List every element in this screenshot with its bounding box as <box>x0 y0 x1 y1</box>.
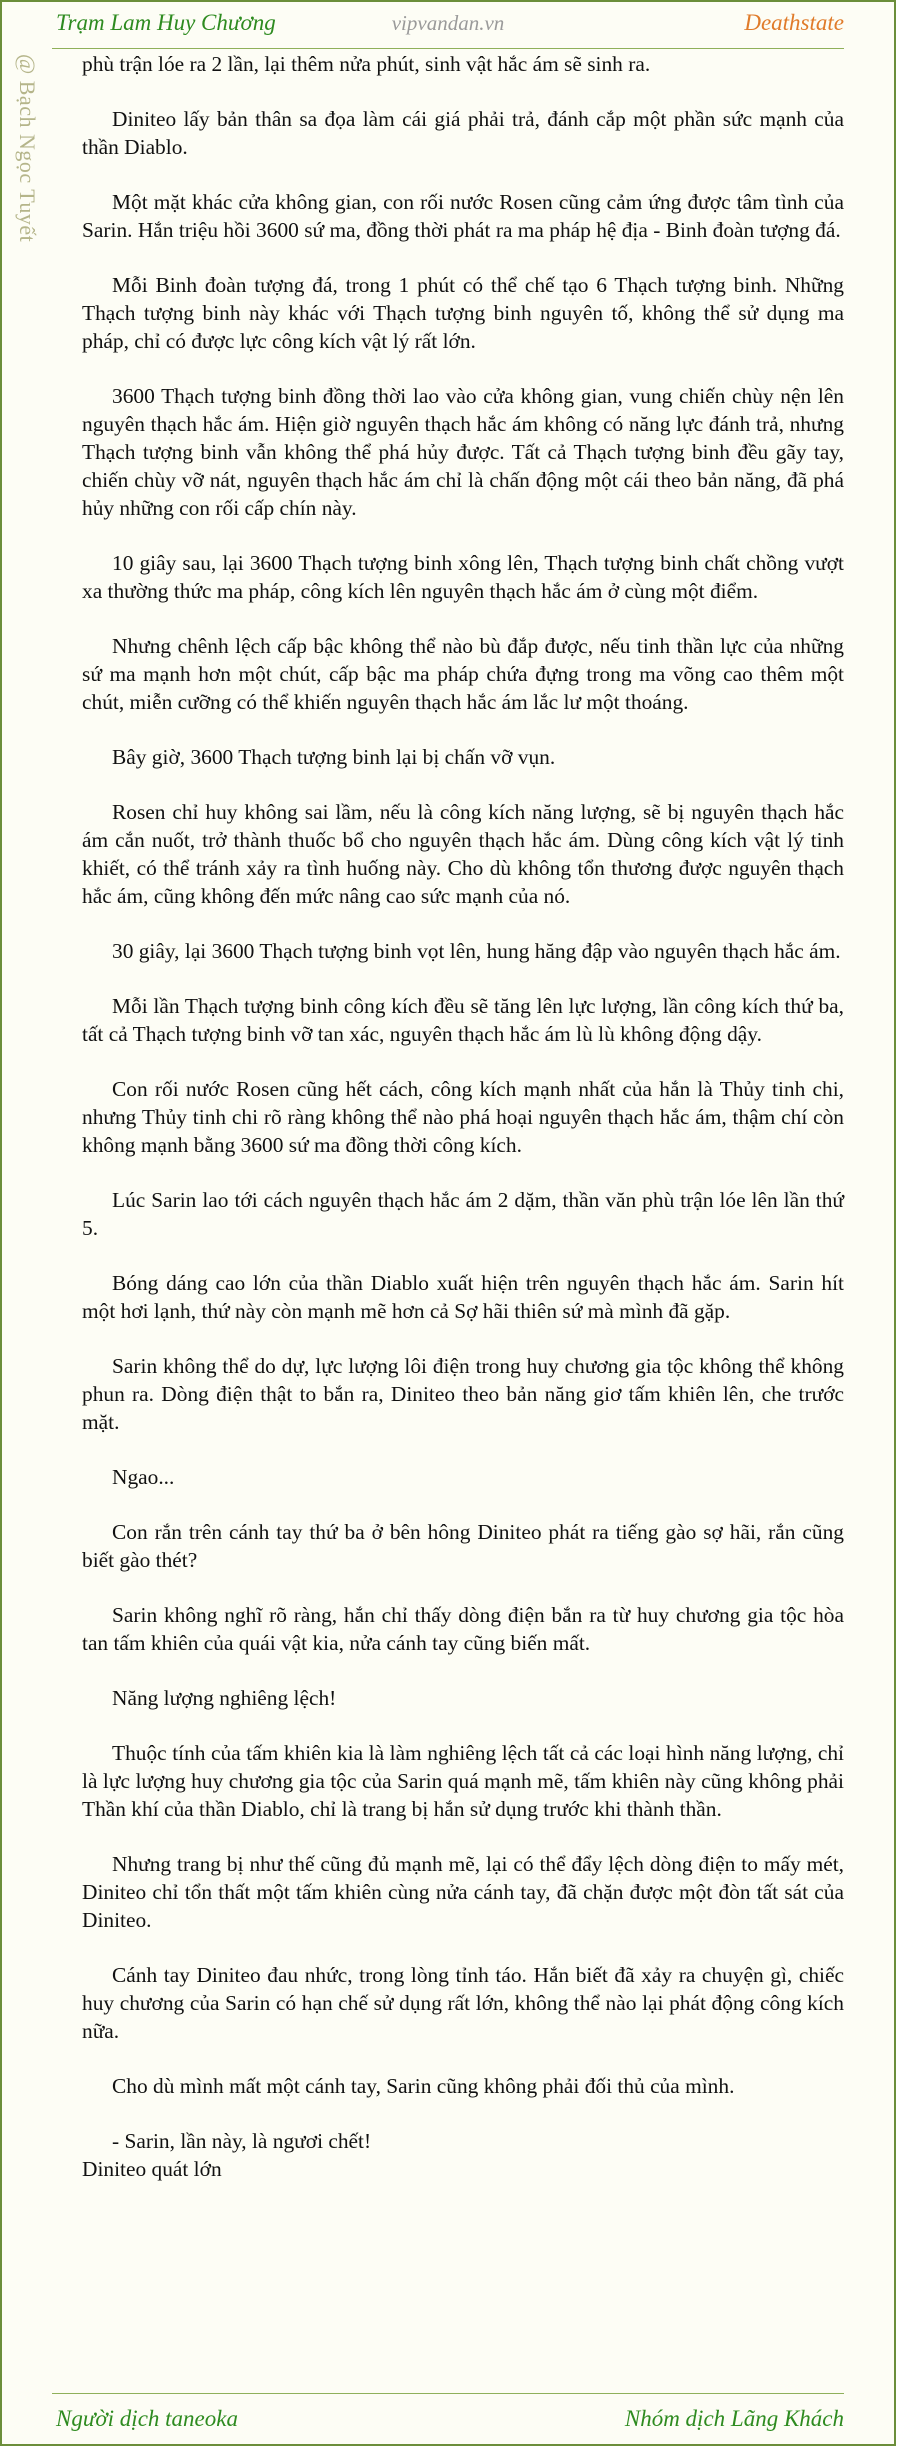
paragraph: Cho dù mình mất một cánh tay, Sarin cũng không phải đối thủ của mình. <box>112 2074 735 2098</box>
header-right-title: Deathstate <box>744 10 844 35</box>
paragraph: Mỗi lần Thạch tượng binh công kích đều sẽ tăng lên lực lượng, lần công kích thứ ba, tất cả Thạch tượng binh vỡ tan xác, nguyên thạch hắc ám lù lù không động dậy. <box>82 994 844 1046</box>
side-watermark: @ Bạch Ngọc Tuyết <box>15 54 40 243</box>
paragraph: Năng lượng nghiêng lệch! <box>112 1686 337 1710</box>
paragraph: Cánh tay Diniteo đau nhức, trong lòng tỉnh táo. Hắn biết đã xảy ra chuyện gì, chiếc huy chương của Sarin có hạn chế sử dụng rất lớn, không thể nào lại phát động công kích nữa. <box>82 1963 844 2043</box>
dialogue-line: - Sarin, lần này, là ngươi chết! <box>112 2129 372 2153</box>
paragraph: Bây giờ, 3600 Thạch tượng binh lại bị chấn vỡ vụn. <box>112 745 556 769</box>
paragraph: 3600 Thạch tượng binh đồng thời lao vào cửa không gian, vung chiến chùy nện lên nguyên thạch hắc ám. Hiện giờ nguyên thạch hắc ám không có năng lực đánh trả, nhưng Thạch tượng binh vẫn không thể phá hủy được. Tất cả Thạch tượng binh đều gãy tay, chiến chùy vỡ nát, nguyên thạch hắc ám chỉ là chấn động một cái theo bản năng, đã phá hủy những con rối cấp chín này. <box>82 384 844 520</box>
page-footer <box>52 2393 844 2444</box>
paragraph: phù trận lóe ra 2 lần, lại thêm nửa phút, sinh vật hắc ám sẽ sinh ra. <box>82 52 651 76</box>
paragraph: Sarin không nghĩ rõ ràng, hắn chỉ thấy dòng điện bắn ra từ huy chương gia tộc hòa tan tấm khiên của quái vật kia, nửa cánh tay cũng biến mất. <box>82 1603 844 1655</box>
paragraph: Sarin không thể do dự, lực lượng lôi điện trong huy chương gia tộc không thể không phun ra. Dòng điện thật to bắn ra, Diniteo theo bản năng giơ tấm khiên lên, che trước mặt. <box>82 1354 844 1434</box>
header-left-title: Trạm Lam Huy Chương <box>56 10 276 35</box>
paragraph: Con rắn trên cánh tay thứ ba ở bên hông Diniteo phát ra tiếng gào sợ hãi, rắn cũng biết gào thét? <box>82 1520 844 1572</box>
paragraph: Nhưng trang bị như thế cũng đủ mạnh mẽ, lại có thể đẩy lệch dòng điện to mấy mét, Diniteo chỉ tổn thất một tấm khiên cùng nửa cánh tay, đã chặn được một đòn tất sát của Diniteo. <box>82 1852 844 1932</box>
paragraph: Diniteo lấy bản thân sa đọa làm cái giá phải trả, đánh cắp một phần sức mạnh của thần Diablo. <box>82 107 844 159</box>
paragraph: Mỗi Binh đoàn tượng đá, trong 1 phút có thể chế tạo 6 Thạch tượng binh. Những Thạch tượng binh này khác với Thạch tượng binh nguyên tố, không thể sử dụng ma pháp, chỉ có được lực công kích vật lý rất lớn. <box>82 273 844 353</box>
paragraph: Rosen chỉ huy không sai lầm, nếu là công kích năng lượng, sẽ bị nguyên thạch hắc ám cắn nuốt, trở thành thuốc bổ cho nguyên thạch hắc ám. Dùng công kích vật lý tinh khiết, có thể tránh xảy ra tình huống này. Cho dù không tổn thương được nguyên thạch hắc ám, cũng không đến mức nâng cao sức mạnh của nó. <box>82 800 844 908</box>
paragraph: Bóng dáng cao lớn của thần Diablo xuất hiện trên nguyên thạch hắc ám. Sarin hít một hơi lạnh, thứ này còn mạnh mẽ hơn cả Sợ hãi thiên sứ mà mình đã gặp. <box>82 1271 844 1323</box>
paragraph: 10 giây sau, lại 3600 Thạch tượng binh xông lên, Thạch tượng binh chất chồng vượt xa thường thức ma pháp, công kích lên nguyên thạch hắc ám ở cùng một điểm. <box>82 551 844 603</box>
paragraph: Diniteo quát lớn <box>82 2157 222 2181</box>
header-site-link[interactable]: vipvandan.vn <box>391 11 505 35</box>
footer-translator: Người dịch taneoka <box>56 2406 238 2431</box>
paragraph: Ngao... <box>112 1465 175 1489</box>
footer-group: Nhóm dịch Lãng Khách <box>624 2406 844 2431</box>
paragraph: Nhưng chênh lệch cấp bậc không thể nào bù đắp được, nếu tinh thần lực của những sứ ma mạnh hơn một chút, cấp bậc ma pháp chứa đựng trong ma võng cao thêm một chút, miễn cưỡng có thể khiến nguyên thạch hắc ám lắc lư một thoáng. <box>82 634 844 714</box>
paragraph: Thuộc tính của tấm khiên kia là làm nghiêng lệch tất cả các loại hình năng lượng, chỉ là lực lượng huy chương gia tộc của Sarin quá mạnh mẽ, tấm khiên này cũng không phải Thần khí của thần Diablo, chỉ là trang bị hắn sử dụng trước khi thành thần. <box>82 1741 844 1821</box>
page-header <box>52 2 844 49</box>
paragraph: 30 giây, lại 3600 Thạch tượng binh vọt lên, hung hăng đập vào nguyên thạch hắc ám. <box>112 939 841 963</box>
chapter-body <box>82 50 844 2183</box>
paragraph: Lúc Sarin lao tới cách nguyên thạch hắc ám 2 dặm, thần văn phù trận lóe lên lần thứ 5. <box>82 1188 844 1240</box>
paragraph: Con rối nước Rosen cũng hết cách, công kích mạnh nhất của hắn là Thủy tinh chi, nhưng Thủy tinh chi rõ ràng không thể nào phá hoại nguyên thạch hắc ám, thậm chí còn không mạnh bằng 3600 sứ ma đồng thời công kích. <box>82 1077 844 1157</box>
paragraph: Một mặt khác cửa không gian, con rối nước Rosen cũng cảm ứng được tâm tình của Sarin. Hắn triệu hồi 3600 sứ ma, đồng thời phát ra ma pháp hệ địa - Binh đoàn tượng đá. <box>82 190 844 242</box>
